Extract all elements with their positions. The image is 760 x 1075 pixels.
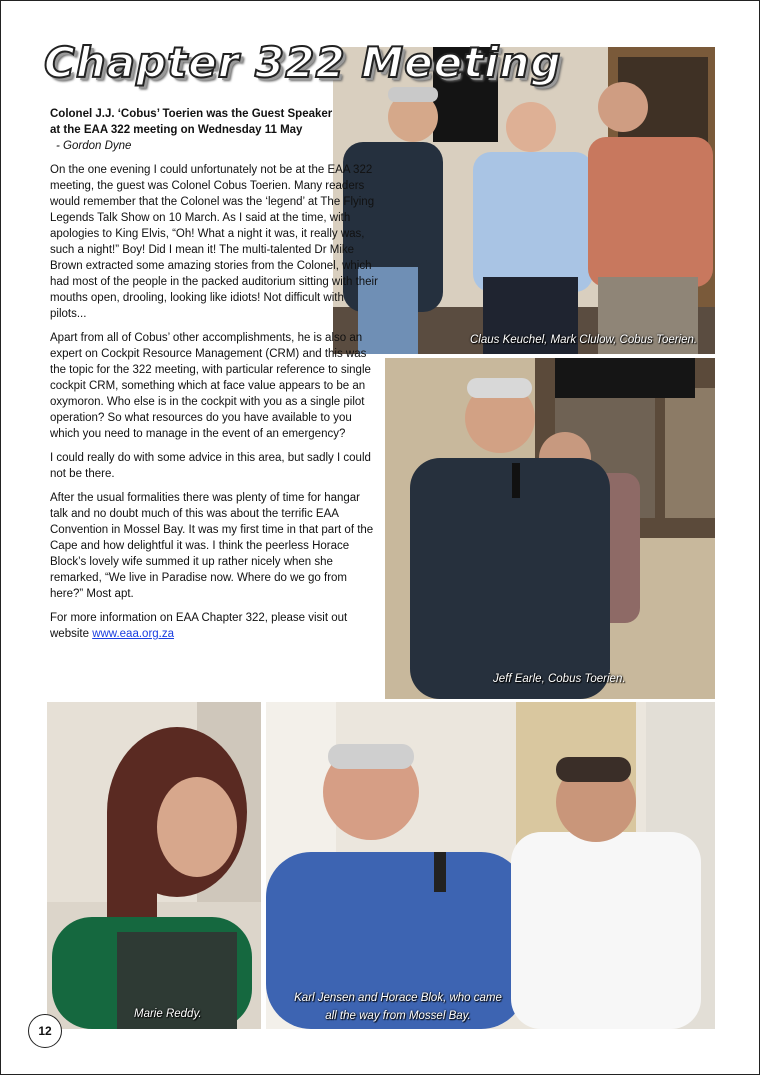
- article-paragraph: Apart from all of Cobus’ other accomplishments, he is also an expert on Cockpit Resource Management (CRM) and this was the topic for the 322 meeting, with particular reference to single cockpit CRM, something which at face value appears to be an oxymoron. Who else is in the cockpit with you as a single pilot operation? So what resources do you have available to you which you need to manage in the event of an emergency?: [50, 332, 371, 440]
- caption-bottom-right: [278, 989, 518, 1025]
- article-body: [50, 106, 378, 650]
- article-paragraph: After the usual formalities there was plenty of time for hangar talk and no doubt much of this was about the terrific EAA Convention in Mossel Bay. It was my first time in that part of the Cape and how delightful it was. I think the peerless Horace Block’s lovely wife summed it up rather nicely when she remarked, “We live in Paradise now. Where do we go from here?” Most apt.: [50, 492, 374, 600]
- article-paragraph: On the one evening I could unfortunately not be at the EAA 322 meeting, the guest was Colonel Cobus Toerien. Many readers would remember that the Colonel was the ‘legend’ at The Flying Legends Talk Show on 10 March. As I said at the time, with apologies to King Elvis, “Oh! What a night it was, it really was, such a night!” Boy! Did I mean it! The multi-talented Dr Mike Brown extracted some amazing stories from the Colonel, which had most of the people in the packed auditorium sitting with their mouths open, drooling, looking like idiots! Not difficult with pilots...: [50, 164, 378, 320]
- photo-two-men-seated: [266, 702, 715, 1029]
- caption-bottom-left: Marie Reddy.: [134, 1008, 202, 1020]
- photo-woman: [47, 702, 261, 1029]
- caption-bottom-right-line2: all the way from Mossel Bay.: [325, 1010, 471, 1022]
- article-closing: [50, 610, 378, 642]
- website-link[interactable]: www.eaa.org.za: [92, 628, 175, 640]
- page-title: Chapter 322 Meeting: [44, 38, 562, 87]
- caption-bottom-right-line1: Karl Jensen and Horace Blok, who came: [294, 992, 502, 1004]
- article-closing-text: For more information on EAA Chapter 322, please visit out website: [50, 612, 348, 640]
- photo-speaker: [385, 358, 715, 699]
- article-lead-line1: Colonel J.J. ‘Cobus’ Toerien was the Guest Speaker: [50, 108, 333, 120]
- article-author: - Gordon Dyne: [56, 140, 132, 152]
- caption-top-right: Claus Keuchel, Mark Clulow, Cobus Toerien.: [470, 334, 698, 346]
- page-number: 12: [28, 1014, 62, 1048]
- caption-middle-right: Jeff Earle, Cobus Toerien.: [493, 673, 626, 685]
- article-paragraph: I could really do with some advice in this area, but sadly I could not be there.: [50, 452, 371, 480]
- article-lead-line2: at the EAA 322 meeting on Wednesday 11 May: [50, 124, 303, 136]
- photo-three-men: [333, 47, 715, 354]
